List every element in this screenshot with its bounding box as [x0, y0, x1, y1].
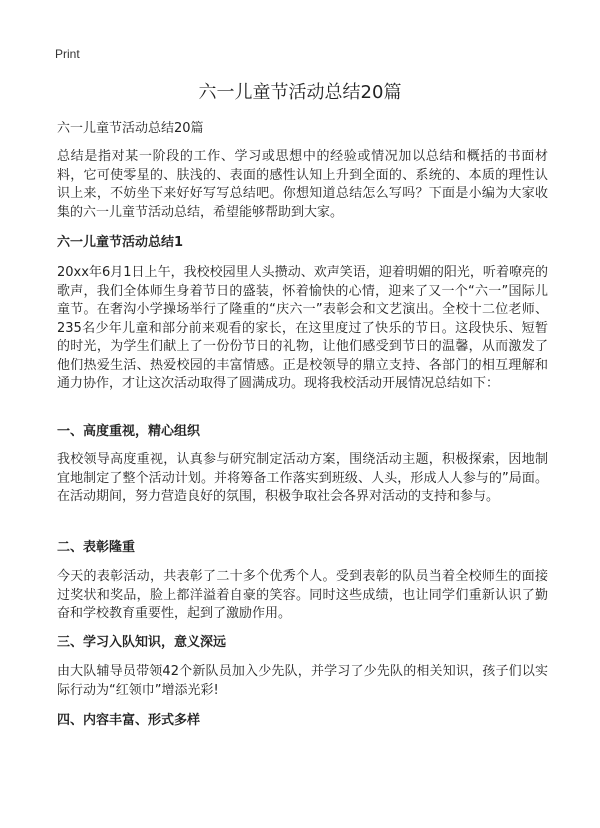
section-paragraph: 20xx年6月1日上午，我校校园里人头攒动、欢声笑语，迎着明媚的阳光，听着嘹亮的歌声，我们全体师生身着节日的盛装，怀着愉快的心情，迎来了又一个“六一”国际儿童节。在奢沟小学操场举行了隆重的“庆六一”表彰会和文艺演出。全校十二位老师、235名少年儿童和部分前来观看的家长，在这里度过了快乐的节日。这段快乐、短暂的时光，为学生们献上了一份份节日的礼物，让他们感受到节日的温馨，从而激发了他们热爱生活、热爱校园的丰富情感。正是校领导的鼎立支持、各部门的相互理解和通力协作，才让这次活动取得了圆满成功。现将我校活动开展情况总结如下： [57, 265, 548, 391]
section-title: 六一儿童节活动总结1 [57, 235, 184, 250]
paragraph-commendation: 今天的表彰活动，共表彰了二十多个优秀个人。受到表彰的队员当着全校师生的面接过奖状和奖品，脸上都洋溢着自豪的笑容。同时这些成绩，也让同学们重新认识了勤奋和学校教育重要性，起到了激励作用。 [57, 569, 548, 621]
intro-paragraph: 总结是指对某一阶段的工作、学习或思想中的经验或情况加以总结和概括的书面材料，它可使零星的、肤浅的、表面的感性认知上升到全面的、系统的、本质的理性认识上来，不妨坐下来好好写写总结吧。你想知道总结怎么写吗？下面是小编为大家收集的六一儿童节活动总结，希望能够帮助到大家。 [57, 149, 548, 220]
page-title: 六一儿童节活动总结20篇 [198, 82, 402, 103]
paragraph-organization: 我校领导高度重视，认真参与研究制定活动方案，围绕活动主题，积极探索，因地制宜地制定了整个活动计划。并将筹备工作落实到班级、人头，形成人人参与的”局面。在活动期间，努力营造良好的氛围，积极争取社会各界对活动的支持和参与。 [57, 452, 548, 504]
paragraph-learning: 由大队辅导员带领42个新队员加入少先队，并学习了少先队的相关知识，孩子们以实际行动为“红领巾”增添光彩! [57, 664, 548, 698]
heading-content: 四、内容丰富、形式多样 [57, 713, 201, 728]
heading-organization: 一、高度重视，精心组织 [57, 424, 201, 439]
document-subtitle: 六一儿童节活动总结20篇 [57, 121, 204, 136]
print-link[interactable]: Print [55, 47, 80, 61]
heading-commendation: 二、表彰隆重 [57, 540, 136, 555]
heading-learning: 三、学习入队知识，意义深远 [57, 635, 227, 650]
